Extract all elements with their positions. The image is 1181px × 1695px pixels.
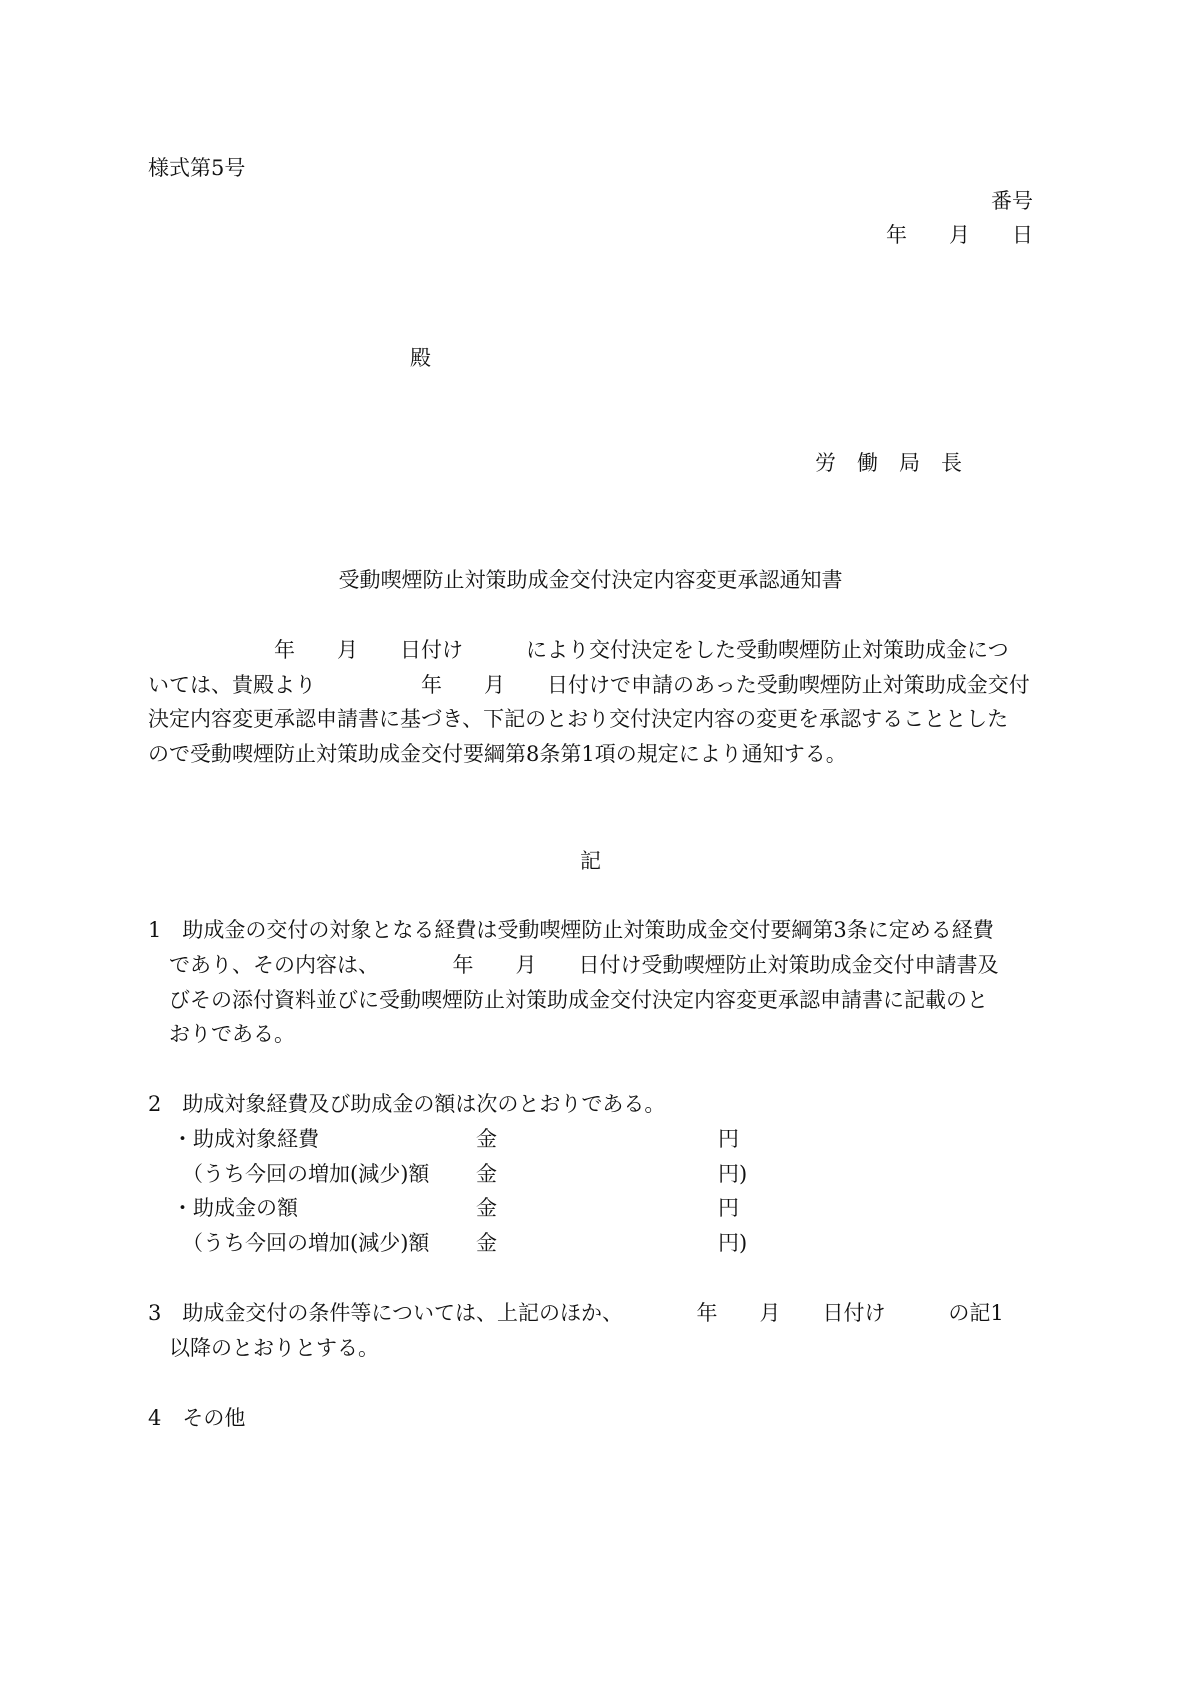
item2-row3-yen: 円 bbox=[718, 1196, 739, 1220]
item2-row2-yen: 円) bbox=[718, 1162, 748, 1186]
body-line-2: いては、貴殿より 年 月 日付けで申請のあった受動喫煙防止対策助成金交付 bbox=[148, 673, 1030, 697]
item2-row1-kin: 金 bbox=[476, 1127, 497, 1151]
ki-heading: 記 bbox=[580, 849, 601, 873]
document-title: 受動喫煙防止対策助成金交付決定内容変更承認通知書 bbox=[338, 568, 843, 592]
item2-row1-yen: 円 bbox=[718, 1127, 739, 1151]
item2-row4-label: （うち今回の増加(減少)額 bbox=[182, 1231, 430, 1255]
body-line-4: ので受動喫煙防止対策助成金交付要綱第8条第1項の規定により通知する。 bbox=[148, 742, 847, 766]
item3-line-1: 3 助成金交付の条件等については、上記のほか、 年 月 日付け の記1 bbox=[148, 1301, 1004, 1325]
item2-row4-yen: 円) bbox=[718, 1231, 748, 1255]
issue-date: 年 月 日 bbox=[886, 223, 1033, 247]
body-line-1: 年 月 日付け により交付決定をした受動喫煙防止対策助成金につ bbox=[148, 638, 1009, 662]
addressee-honorific: 殿 bbox=[410, 346, 431, 370]
body-line-3: 決定内容変更承認申請書に基づき、下記のとおり交付決定内容の変更を承認することとした bbox=[148, 707, 1009, 731]
item3-line-2: 以降のとおりとする。 bbox=[148, 1336, 379, 1360]
item2-row1-label: ・助成対象経費 bbox=[172, 1127, 319, 1151]
item2-row2-label: （うち今回の増加(減少)額 bbox=[182, 1162, 430, 1186]
item2-row3-label: ・助成金の額 bbox=[172, 1196, 298, 1220]
item4-heading: 4 その他 bbox=[148, 1406, 246, 1430]
item2-row3-kin: 金 bbox=[476, 1196, 497, 1220]
item2-heading: 2 助成対象経費及び助成金の額は次のとおりである。 bbox=[148, 1092, 666, 1116]
item1-line-3: びその添付資料並びに受動喫煙防止対策助成金交付決定内容変更承認申請書に記載のと bbox=[148, 988, 988, 1012]
item2-row2-kin: 金 bbox=[476, 1162, 497, 1186]
number-label: 番号 bbox=[991, 189, 1033, 213]
item2-row4-kin: 金 bbox=[476, 1231, 497, 1255]
item1-line-4: おりである。 bbox=[148, 1022, 295, 1046]
item1-line-2: であり、その内容は、 年 月 日付け受動喫煙防止対策助成金交付申請書及 bbox=[148, 953, 999, 977]
item1-line-1: 1 助成金の交付の対象となる経費は受動喫煙防止対策助成金交付要綱第3条に定める経費 bbox=[148, 918, 994, 942]
sender-title: 労 働 局 長 bbox=[815, 451, 962, 475]
form-number: 様式第5号 bbox=[148, 156, 246, 180]
